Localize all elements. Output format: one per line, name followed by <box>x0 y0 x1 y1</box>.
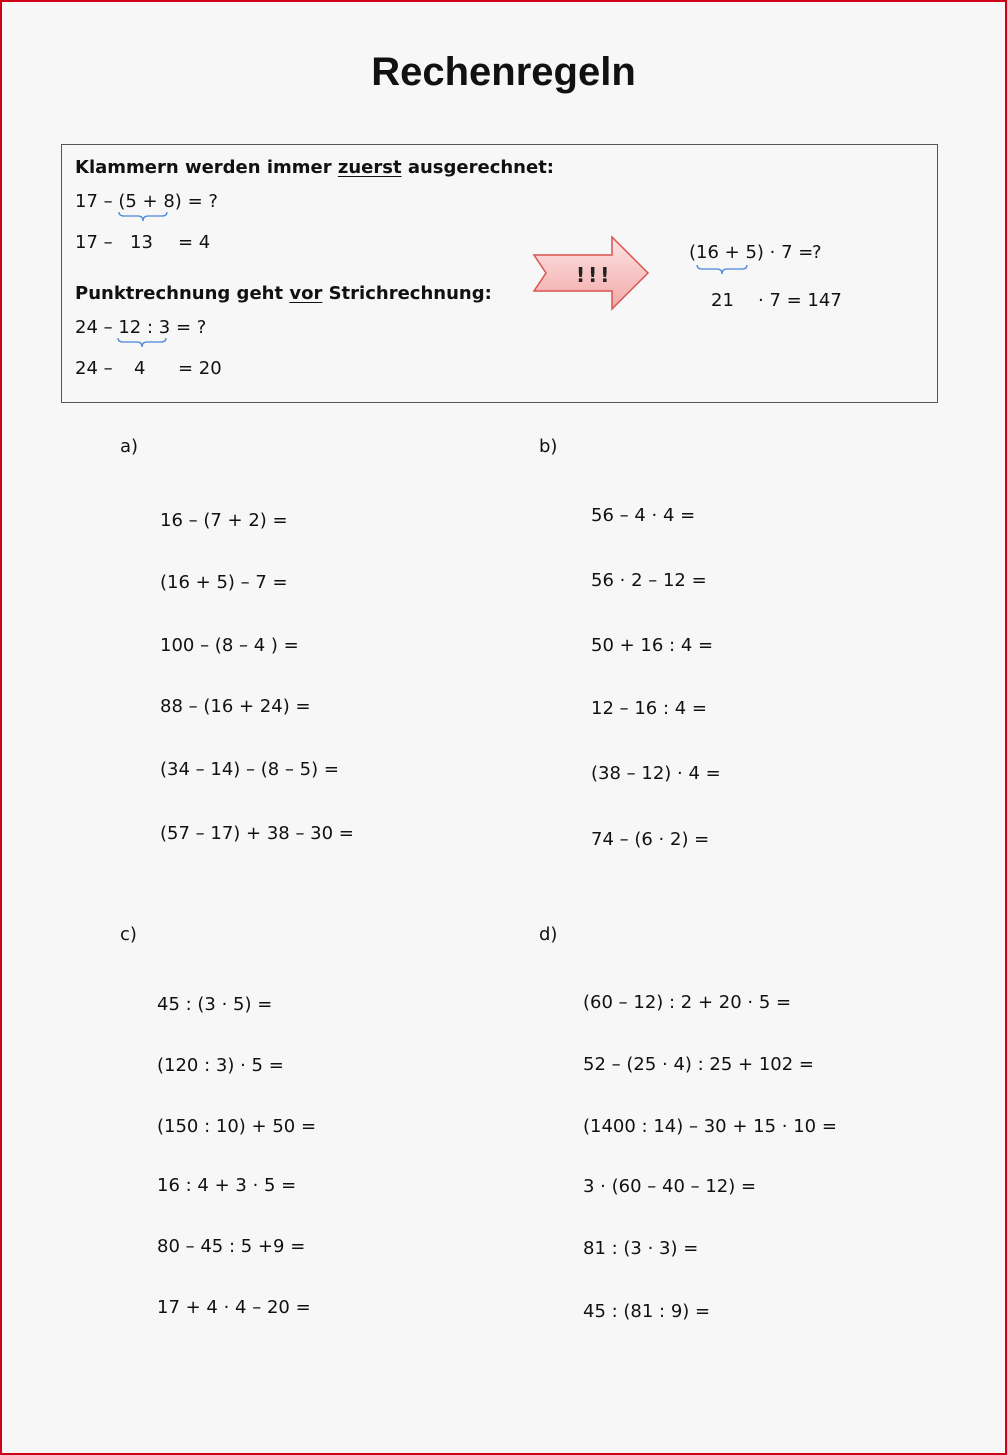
section-a-label: a) <box>120 436 139 457</box>
exercise-c-5: 80 – 45 : 5 +9 = <box>157 1236 306 1257</box>
exercise-d-5: 81 : (3 · 3) = <box>583 1238 699 1259</box>
rules-box <box>61 144 938 403</box>
example-line1-question: ? <box>812 242 822 263</box>
section-c-label: c) <box>120 924 137 945</box>
exercise-b-6: 74 – (6 · 2) = <box>591 829 710 850</box>
dot-heading-emphasis: vor <box>289 283 323 304</box>
dot-line2-c: = 20 <box>178 358 222 379</box>
exercise-a-1: 16 – (7 + 2) = <box>160 510 288 531</box>
exercise-c-4: 16 : 4 + 3 · 5 = <box>157 1175 297 1196</box>
brackets-example-line-1 <box>75 191 218 212</box>
exercise-d-4: 3 · (60 – 40 – 12) = <box>583 1176 757 1197</box>
example-line1-group: (16 + 5) <box>689 242 764 263</box>
exercise-b-5: (38 – 12) · 4 = <box>591 763 721 784</box>
exercise-a-3: 100 – (8 – 4 ) = <box>160 635 299 656</box>
brackets-brace-icon <box>118 211 168 223</box>
dot-line1-pre: 24 – <box>75 317 119 338</box>
brackets-line2-a: 17 – <box>75 232 113 253</box>
dot-line1-group: 12 : 3 <box>118 317 171 338</box>
dot-heading-post: Strichrechnung: <box>322 283 492 304</box>
exercise-c-3: (150 : 10) + 50 = <box>157 1116 317 1137</box>
exercise-c-1: 45 : (3 · 5) = <box>157 994 273 1015</box>
dot-example-line-1 <box>75 317 206 338</box>
example-line1-mid: · 7 = <box>763 242 814 263</box>
exercise-d-2: 52 – (25 · 4) : 25 + 102 = <box>583 1054 815 1075</box>
exercise-c-2: (120 : 3) · 5 = <box>157 1055 284 1076</box>
brackets-line1-group: (5 + 8) <box>118 191 182 212</box>
exercise-a-2: (16 + 5) – 7 = <box>160 572 288 593</box>
exercise-d-6: 45 : (81 : 9) = <box>583 1301 711 1322</box>
dot-heading-pre: Punktrechnung geht <box>75 283 290 304</box>
brackets-line2-c: = 4 <box>178 232 211 253</box>
page-title: Rechenregeln <box>371 50 636 94</box>
brackets-rule-heading <box>75 157 554 178</box>
brackets-line1-post: = ? <box>181 191 218 212</box>
example-line2-b: · 7 = 147 <box>758 290 842 311</box>
exercise-d-1: (60 – 12) : 2 + 20 · 5 = <box>583 992 792 1013</box>
arrow-label: !!! <box>576 263 613 287</box>
dot-line2-a: 24 – <box>75 358 113 379</box>
brackets-line1-pre: 17 – <box>75 191 119 212</box>
brackets-heading-post: ausgerechnet: <box>401 157 555 178</box>
dot-rule-heading <box>75 283 492 304</box>
brackets-heading-emphasis: zuerst <box>337 157 402 178</box>
exercise-a-5: (34 – 14) – (8 – 5) = <box>160 759 339 780</box>
exercise-b-2: 56 · 2 – 12 = <box>591 570 707 591</box>
example-line-1 <box>689 242 813 263</box>
brackets-heading-pre: Klammern werden immer <box>75 157 338 178</box>
dot-brace-icon <box>117 337 167 349</box>
exercise-d-3: (1400 : 14) – 30 + 15 · 10 = <box>583 1116 837 1137</box>
exercise-a-6: (57 – 17) + 38 – 30 = <box>160 823 354 844</box>
section-d-label: d) <box>539 924 558 945</box>
exercise-c-6: 17 + 4 · 4 – 20 = <box>157 1297 311 1318</box>
brackets-line2-b: 13 <box>130 232 153 253</box>
dot-line1-post: = ? <box>170 317 207 338</box>
exercise-b-3: 50 + 16 : 4 = <box>591 635 714 656</box>
exercise-b-4: 12 – 16 : 4 = <box>591 698 708 719</box>
exercise-a-4: 88 – (16 + 24) = <box>160 696 311 717</box>
exercise-b-1: 56 – 4 · 4 = <box>591 505 696 526</box>
dot-line2-b: 4 <box>134 358 146 379</box>
section-b-label: b) <box>539 436 558 457</box>
example-brace-icon <box>696 264 748 276</box>
example-line2-a: 21 <box>711 290 734 311</box>
